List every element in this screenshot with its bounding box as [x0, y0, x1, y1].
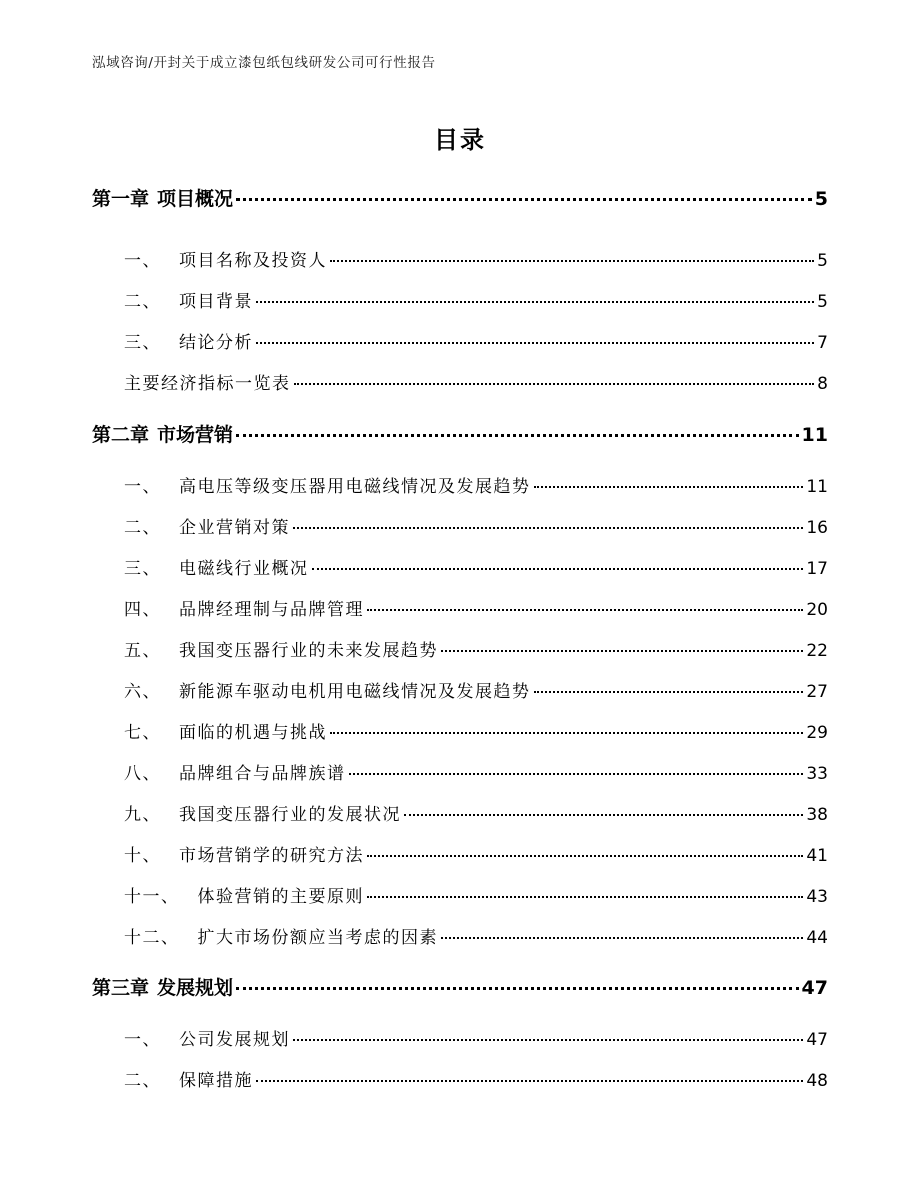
toc-section[interactable]: [124, 718, 828, 743]
toc-number: 十一、: [124, 887, 180, 907]
dot-leader: [441, 649, 803, 652]
toc-number: 十、: [124, 846, 161, 866]
toc-number: 第二章: [92, 424, 150, 446]
toc-page-number: 29: [806, 723, 828, 743]
toc-page-number: 22: [806, 641, 828, 661]
toc-chapter-3[interactable]: [92, 973, 828, 1000]
toc-chapter-1[interactable]: [92, 184, 828, 211]
toc-page-number: 48: [806, 1071, 828, 1091]
toc-page-number: 5: [817, 251, 828, 271]
toc-label: 品牌经理制与品牌管理: [179, 600, 364, 620]
toc-label: 企业营销对策: [179, 518, 290, 538]
toc-number: 第三章: [92, 977, 150, 999]
toc-number: 四、: [124, 600, 161, 620]
dot-leader: [441, 936, 803, 939]
toc-label: 市场营销学的研究方法: [179, 846, 364, 866]
toc-label: 公司发展规划: [179, 1030, 290, 1050]
toc-label: 项目名称及投资人: [179, 251, 327, 271]
toc-number: 一、: [124, 1030, 161, 1050]
toc-section[interactable]: [124, 1066, 828, 1091]
toc-section[interactable]: [124, 636, 828, 661]
toc-chapter-2[interactable]: [92, 420, 828, 447]
toc-section[interactable]: [124, 328, 828, 353]
toc-number: 六、: [124, 682, 161, 702]
running-header: 泓域咨询/开封关于成立漆包纸包线研发公司可行性报告: [92, 55, 436, 71]
dot-leader: [293, 526, 803, 529]
toc-number: 五、: [124, 641, 161, 661]
toc-page-number: 11: [801, 424, 828, 446]
toc-page-number: 5: [817, 292, 828, 312]
toc-page-number: 20: [806, 600, 828, 620]
toc-label: 发展规划: [157, 977, 234, 999]
toc-number: 二、: [124, 518, 161, 538]
toc-number: 三、: [124, 559, 161, 579]
dot-leader: [236, 433, 799, 437]
dot-leader: [256, 1079, 803, 1082]
toc-title: 目录: [434, 126, 486, 154]
toc-page-number: 43: [806, 887, 828, 907]
toc-label: 面临的机遇与挑战: [179, 723, 327, 743]
toc-section[interactable]: [124, 554, 828, 579]
dot-leader: [236, 986, 799, 990]
toc-section[interactable]: [124, 246, 828, 271]
toc-page-number: 27: [806, 682, 828, 702]
toc-page-number: 41: [806, 846, 828, 866]
toc-page-number: 38: [806, 805, 828, 825]
toc-page-number: 8: [817, 374, 828, 394]
dot-leader: [349, 772, 804, 775]
toc-number: 一、: [124, 251, 161, 271]
dot-leader: [534, 485, 804, 488]
toc-label: 品牌组合与品牌族谱: [179, 764, 346, 784]
dot-leader: [367, 854, 803, 857]
toc-label: 电磁线行业概况: [179, 559, 309, 579]
toc-label: 项目背景: [179, 292, 253, 312]
toc-label: 我国变压器行业的未来发展趋势: [179, 641, 438, 661]
toc-page-number: 16: [806, 518, 828, 538]
toc-number: 十二、: [124, 928, 180, 948]
dot-leader: [294, 382, 815, 385]
toc-page-number: 11: [806, 477, 828, 497]
dot-leader: [236, 197, 812, 201]
toc-label: 保障措施: [179, 1071, 253, 1091]
toc-section[interactable]: [124, 472, 828, 497]
toc-number: 一、: [124, 477, 161, 497]
toc-label: 扩大市场份额应当考虑的因素: [197, 928, 438, 948]
toc-section[interactable]: [124, 513, 828, 538]
toc-page-number: 17: [806, 559, 828, 579]
toc-number: 七、: [124, 723, 161, 743]
dot-leader: [256, 341, 814, 344]
toc-section[interactable]: [124, 841, 828, 866]
toc-label: 结论分析: [179, 333, 253, 353]
toc-label: 体验营销的主要原则: [197, 887, 364, 907]
toc-page-number: 47: [801, 977, 828, 999]
toc-number: 九、: [124, 805, 161, 825]
toc-page-number: 47: [806, 1030, 828, 1050]
dot-leader: [256, 300, 814, 303]
toc-section[interactable]: [124, 800, 828, 825]
toc-number: 第一章: [92, 188, 150, 210]
dot-leader: [534, 690, 804, 693]
toc-number: 八、: [124, 764, 161, 784]
dot-leader: [312, 567, 804, 570]
toc-number: 二、: [124, 1071, 161, 1091]
toc-section[interactable]: [124, 677, 828, 702]
toc-label: 主要经济指标一览表: [124, 374, 291, 394]
dot-leader: [367, 608, 803, 611]
dot-leader: [404, 813, 803, 816]
dot-leader: [367, 895, 803, 898]
dot-leader: [330, 731, 803, 734]
toc-section[interactable]: [124, 759, 828, 784]
toc-number: 三、: [124, 333, 161, 353]
toc-section[interactable]: [124, 882, 828, 907]
toc-label: 市场营销: [157, 424, 234, 446]
toc-section[interactable]: [124, 1025, 828, 1050]
toc-label: 新能源车驱动电机用电磁线情况及发展趋势: [179, 682, 531, 702]
toc-section[interactable]: [124, 369, 828, 394]
toc-page-number: 44: [806, 928, 828, 948]
toc-page-number: 7: [817, 333, 828, 353]
toc-label: 我国变压器行业的发展状况: [179, 805, 401, 825]
toc-section[interactable]: [124, 923, 828, 948]
toc-number: 二、: [124, 292, 161, 312]
toc-section[interactable]: [124, 595, 828, 620]
toc-page-number: 5: [814, 188, 828, 210]
toc-label: 高电压等级变压器用电磁线情况及发展趋势: [179, 477, 531, 497]
dot-leader: [330, 259, 814, 262]
toc-section[interactable]: [124, 287, 828, 312]
toc-page-number: 33: [806, 764, 828, 784]
dot-leader: [293, 1038, 803, 1041]
toc-label: 项目概况: [157, 188, 234, 210]
